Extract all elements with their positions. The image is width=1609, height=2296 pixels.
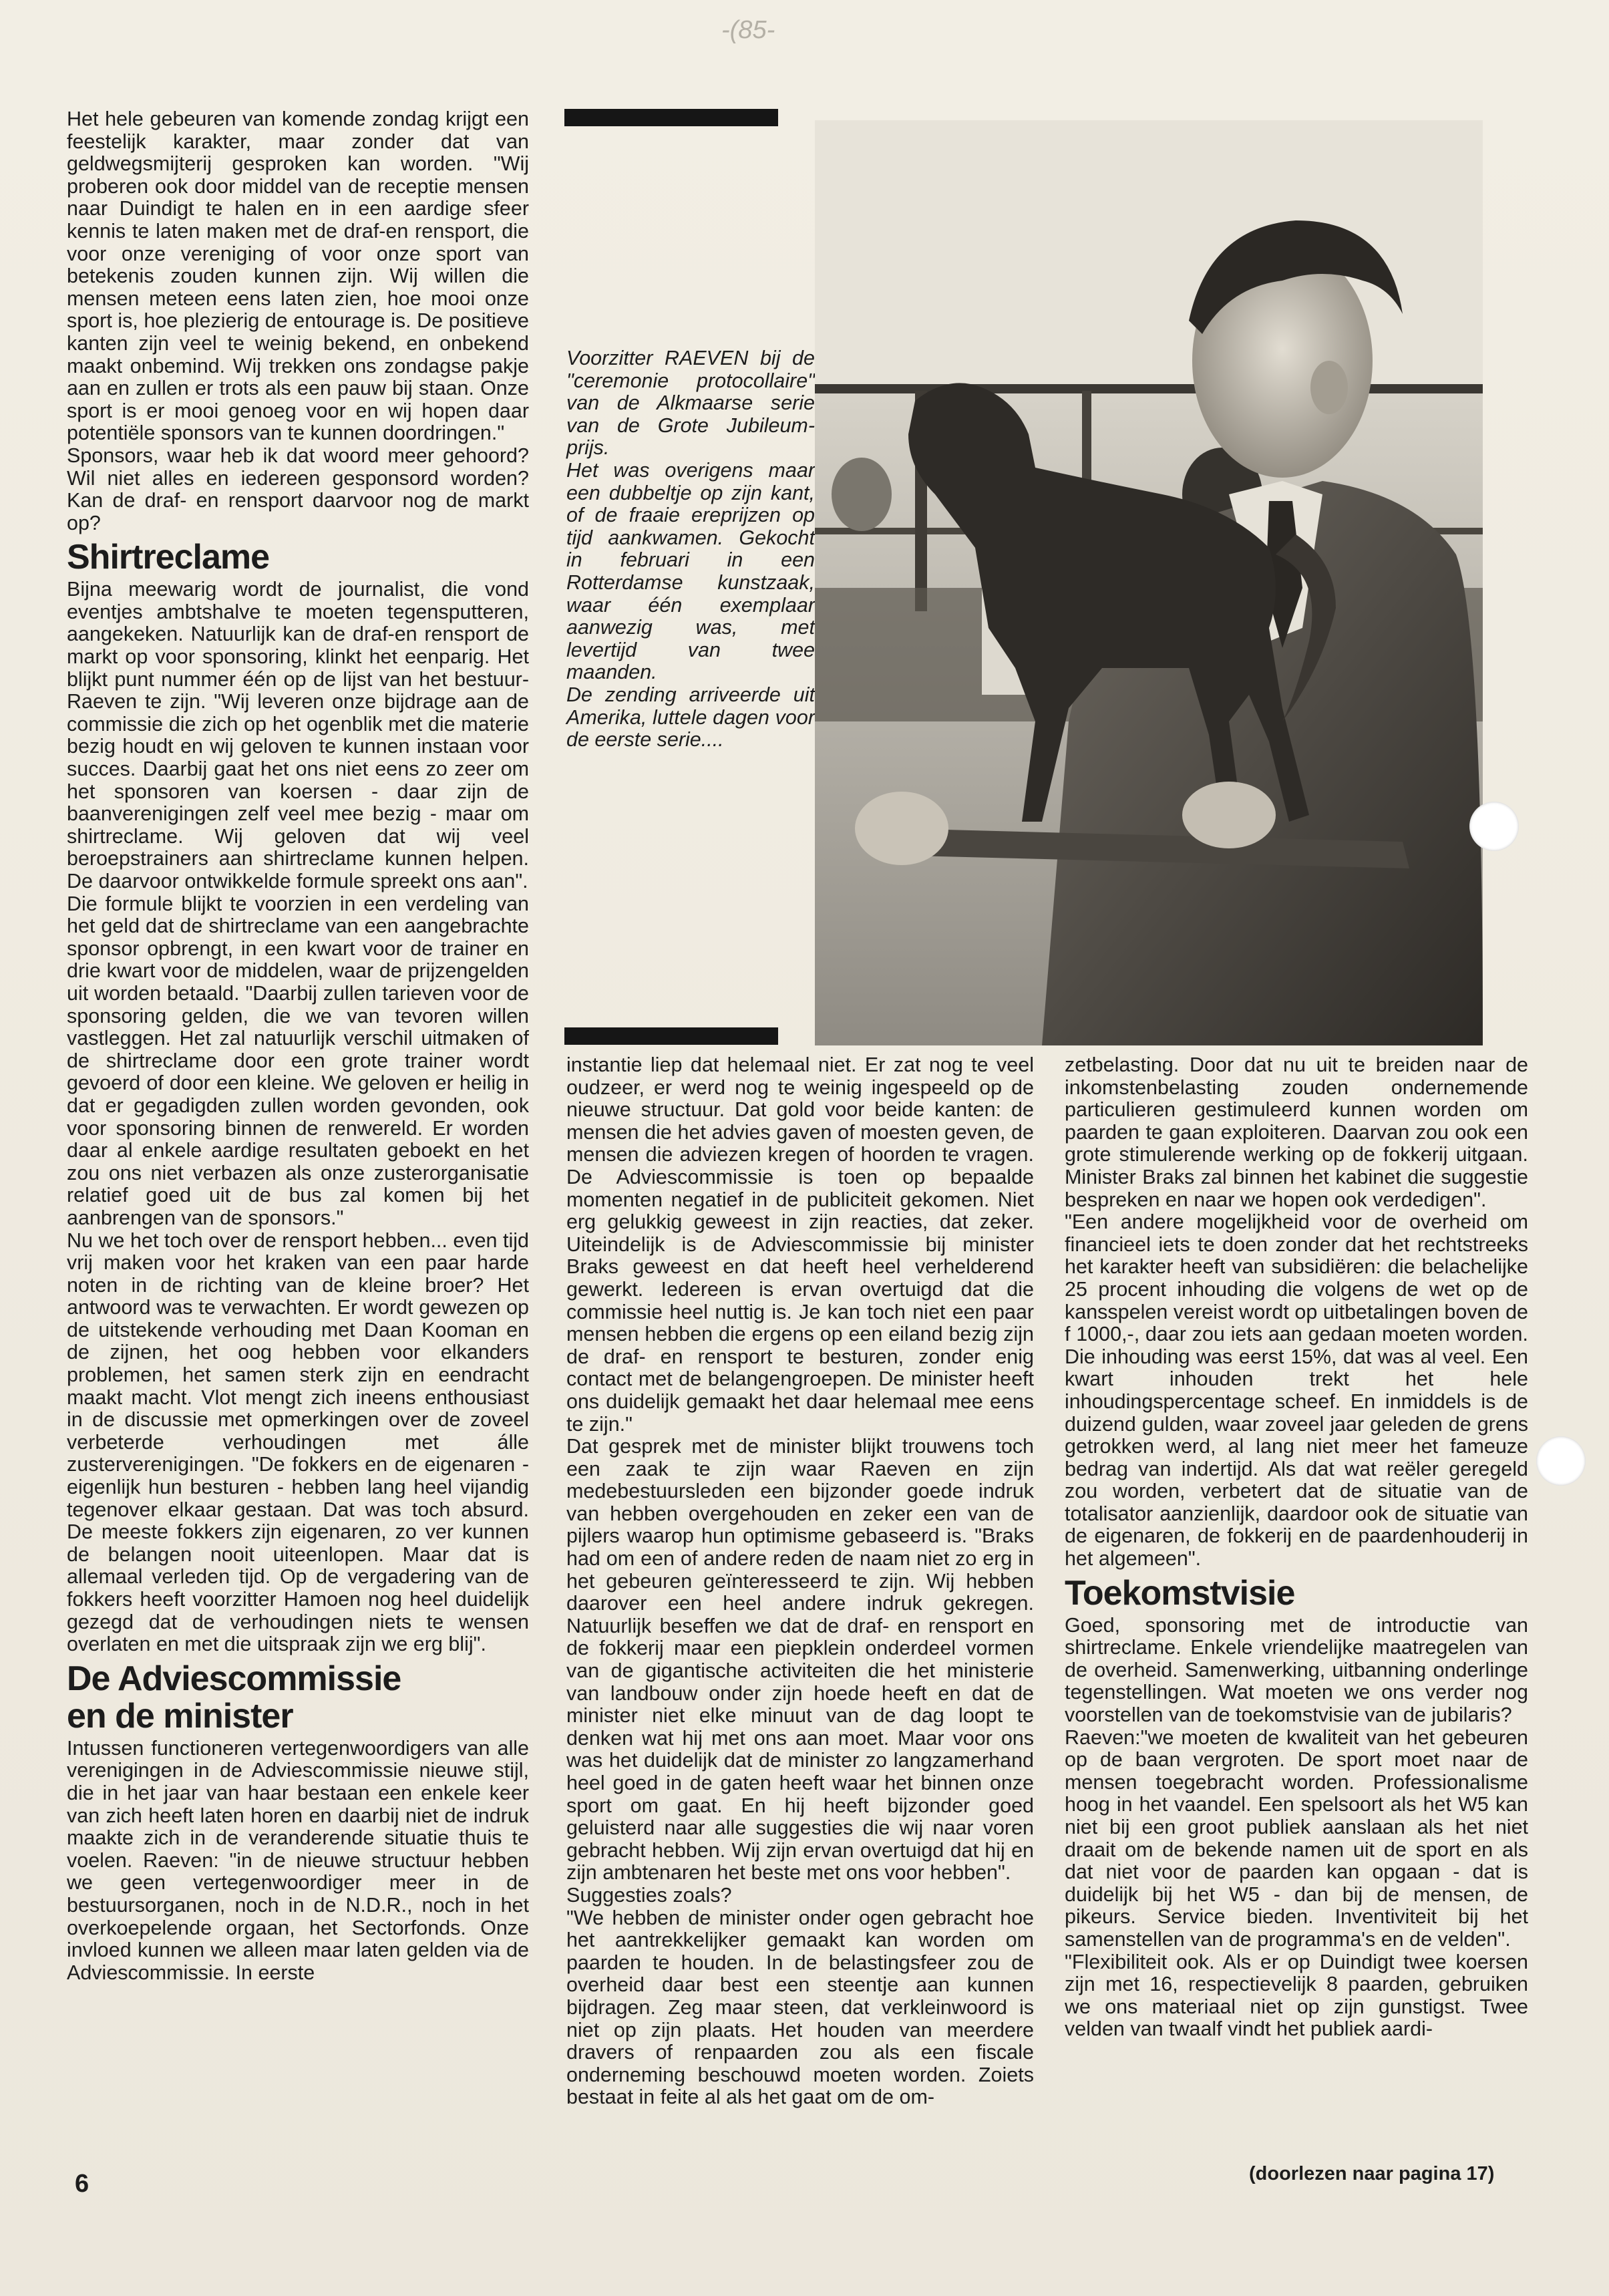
column-3 xyxy=(1065,1054,1528,2041)
paragraph: Bijna meewarig wordt de journalist, die vond eventjes ambtshalve te moeten tegensputteren, aangekeken. Natuurlijk kan de draf-en rensport de markt op voor sponsoring, klinkt het eenparig. Het blijkt punt nummer één op de lijst van het bestuur-Raeven te zijn. "Wij leveren onze bijdrage aan de commissie die zich op het ogenblik met die materie bezig houdt en wij geloven te kunnen instaan voor succes. Daarbij gaat het ons niet eens zo zeer om het sponsoren van koersen - daar zijn de baanverenigingen zelf veel mee bezig - maar om shirtreclame. Wij geloven dat wij veel beroepstrainers aan shirtreclame kunnen helpen. De daarvoor ontwikkelde formule spreekt ons aan". xyxy=(67,578,529,892)
paragraph: Goed, sponsoring met de introductie van shirtreclame. Enkele vriendelijke maatregelen van de overheid. Samenwerking, uitbanning onderlinge tegenstellingen. Wat moeten we ons verder nog voorstellen van de toekomstvisie van de jubilaris? xyxy=(1065,1613,1528,1727)
paragraph: Sponsors, waar heb ik dat woord meer gehoord? Wil niet alles en iedereen gesponsord worden? Kan de draf- en rensport daarvoor nog de markt op? xyxy=(67,444,529,534)
photo-caption xyxy=(566,347,815,752)
heading-line: De Adviescommissie xyxy=(67,1659,401,1698)
paragraph: Dat gesprek met de minister blijkt trouwens toch een zaak te zijn waar Raeven en zijn medebestuursleden een bijzonder goede indruk van hebben overgehouden en zeker een van de pijlers waarop hun optimisme gebaseerd is. "Braks had om een of andere reden de naam niet zo erg in het gebeuren geïnteresseerd te zijn. Wij hebben daarover een heel andere indruk gekregen. Natuurlijk beseffen we dat de draf- en rensport en de fokkerij maar een piepklein onderdeel vormen van de gigantische activiteiten die het ministerie van landbouw onder zijn hoede heeft en dat de minister niet elke minuut van de dag loopt te denken wat hij met ons aan moet. Maar voor ons was het duidelijk dat de minister zo langzamerhand heel goed in de gaten heeft waar het binnen onze sport om gaat. En hij heeft bijzonder goed geluisterd naar alle suggesties die wij naar voren gebracht hebben. Wij zijn ervan overtuigd dat hij en zijn ambtenaren het beste met ons voor hebben". xyxy=(566,1435,1034,1884)
punch-hole xyxy=(1536,1436,1586,1486)
paragraph: Nu we het toch over de rensport hebben... even tijd vrij maken voor het kraken van een paar harde noten in de richting van de kleine broer? Het antwoord was te verwachten. Er wordt gewezen op de uitstekende verhouding met Daan Kooman en de zijnen, het oog hebben voor elkanders problemen, het samen sterk zijn en eendracht maakt macht. Vlot mengt zich ineens enthousiast in de discussie met opmerkingen over de zoveel verbeterde verhoudingen met álle zusterverenigingen. "De fokkers en de eigenaren - eigenlijk hun besturen - hebben lang heel vijandig tegenover elkaar gestaan. Dat was toch absurd. De meeste fokkers zijn eigenaren, zo ver kunnen de belangen nooit uiteenlopen. Maar dat is allemaal verleden tijd. Op de vergadering van de fokkers heeft voorzitter Hamoen nog heel duidelijk gezegd dat de verhoudingen niets te wensen overlaten en met die uitspraak zijn we erg blij". xyxy=(67,1228,529,1656)
top-rule xyxy=(564,109,778,126)
column-2 xyxy=(566,1054,1034,2109)
paragraph: instantie liep dat helemaal niet. Er zat nog te veel oudzeer, er werd nog te weinig ingespeeld op de nieuwe structuur. Dat gold voor beide kanten: de mensen die het advies gaven of moesten geven, de mensen die adviezen kregen of hoorden te vragen. De Adviescommissie is toen op bepaalde momenten negatief in de publiciteit gekomen. Niet erg gelukkig geweest in zijn reacties, dat zeker. Uiteindelijk is de Adviescommissie bij minister Braks geweest en dat heeft heel verhelderend gewerkt. Iedereen is ervan overtuigd dat die commissie heel nuttig is. Je kan toch niet een paar mensen hebben die ergens op een eiland bezig zijn de draf- en rensport te besturen, zonder enig contact met de belangengroepen. De minister heeft ons duidelijk gemaakt het daar helemaal mee eens te zijn." xyxy=(566,1053,1034,1436)
heading-line: en de minister xyxy=(67,1696,293,1736)
page-number: 6 xyxy=(75,2170,90,2198)
pencil-note: -(85- xyxy=(721,16,775,44)
paragraph: zetbelasting. Door dat nu uit te breiden naar de inkomstenbelasting zouden ondernemende particulieren gestimuleerd kunnen worden om paarden te gaan exploiteren. Daarvan zou ook een grote stimulerende werking op de fokkerij uitgaan. Minister Braks zal binnen het kabinet die suggestie bespreken en naar we hopen ook verdedigen". xyxy=(1065,1053,1528,1211)
caption-paragraph: De zending arriveerde uit Amerika, luttele dagen voor de eerste serie.... xyxy=(566,683,815,752)
punch-hole xyxy=(1469,802,1519,851)
caption-paragraph: Voorzitter RAEVEN bij de "ceremonie protocollaire" van de Alkmaarse serie van de Grote Jubileum-prijs. xyxy=(566,347,815,460)
paragraph: "We hebben de minister onder ogen gebracht hoe het aantrekkelijker gemaakt kan worden om paarden te houden. In de belastingsfeer zou de overheid daar best een steentje aan kunnen bijdragen. Zeg maar steen, dat verkleinwoord is niet op zijn plaats. Het houden van meerdere dravers of renpaarden zou als een fiscale onderneming beschouwd moeten worden. Zoiets bestaat in feite al als het gaat om de om- xyxy=(566,1906,1034,2109)
heading-shirtreclame: Shirtreclame xyxy=(67,538,270,577)
caption-paragraph: Het was overigens maar een dubbeltje op zijn kant, of de fraaie ereprijzen op tijd aankwamen. Gekocht in februari in een Rotterdamse kunstzaak, waar één exemplaar aanwezig was, met levertijd van twee maanden. xyxy=(566,458,815,684)
column-1 xyxy=(67,108,529,1984)
paragraph: Het hele gebeuren van komende zondag krijgt een feestelijk karakter, maar zonder dat van geldwegsmijterij gesproken kan worden. "Wij proberen ook door middel van de receptie mensen naar Duindigt te halen en in een aardige sfeer kennis te laten maken met de draf-en rensport, die voor onze vereniging of voor onze sport van betekenis zouden kunnen zijn. Wij willen die mensen meteen eens laten zien, hoe mooi onze sport is, hoe plezierig de entourage is. De positieve kanten zijn veel te weinig bekend, en onbekend maakt onbemind. Wij trekken ons zondagse pakje aan en zullen er trots als een pauw bij staan. Onze sport is er mooi genoeg voor en wij hopen daar potentiële sponsors van te kunnen doordringen." xyxy=(67,108,529,445)
middle-rule xyxy=(564,1027,778,1045)
paragraph: Die formule blijkt te voorzien in een verdeling van het geld dat de shirtreclame van een aangebrachte sponsor opbrengt, in een kwart voor de trainer en drie kwart voor de middelen, waar de prijzengelden uit worden betaald. "Daarbij zullen tarieven voor de sponsoring gelden, die we van tevoren willen vastleggen. Het zal natuurlijk verschil uitmaken of de shirtreclame door een grote trainer wordt gevoerd of door een kleine. We geloven er heilig in dat er gegadigden zullen worden gevonden, ook voor sponsoring binnen de renwereld. Er worden daar al enkele aardige resultaten geboekt en het zou ons niet verbazen als onze zusterorganisatie relatief goed uit de bus zal komen bij het aanbrengen van de sponsors." xyxy=(67,892,529,1229)
photo-chairman-with-horse-trophy xyxy=(815,120,1483,1045)
paragraph: Suggesties zoals? xyxy=(566,1883,732,1907)
continued-note: (doorlezen naar pagina 17) xyxy=(1249,2163,1495,2184)
paragraph: "Een andere mogelijkheid voor de overheid om financieel iets te doen zonder dat het rechtstreeks het karakter heeft van subsidiëren: die belachelijke 25 procent inhouding die volgens de wet op de kansspelen vereist wordt op uitbetalingen boven de f 1000,-, daar zou iets aan gedaan moeten worden. Die inhouding was eerst 15%, dat was al veel. Een kwart inhouden trekt het hele inhoudingspercentage scheef. En inmiddels is de duizend gulden, waar zoveel jaar geleden de grens getrokken werd, al lang niet meer het fameuze bedrag van indertijd. Als dat wat reëler geregeld zou worden, verbetert dat de situatie van de totalisator aanzienlijk, daardoor ook de situatie van de eigenaren, de fokkerij en de paardenhouderij in het algemeen". xyxy=(1065,1210,1528,1571)
paragraph: "Flexibiliteit ook. Als er op Duindigt twee koersen zijn met 16, respectievelijk 8 paarden, gebruiken we ons materiaal niet op zijn gunstigst. Twee velden van twaalf vindt het publiek aardi- xyxy=(1065,1950,1528,2041)
paragraph: Raeven:"we moeten de kwaliteit van het gebeuren op de baan vergroten. De sport moet naar de mensen toegebracht worden. Professionalisme hoog in het vaandel. Een spelsoort als het W5 kan niet bij een groot publiek aanslaan als het niet draait om de bekende namen uit de sport en als dat niet voor de paarden kan opgaan - dat is duidelijk bij het W5 - dan bij de mensen, de pikeurs. Service bieden. Inventiviteit bij het samenstellen van de programma's en de velden". xyxy=(1065,1726,1528,1951)
heading-toekomstvisie: Toekomstvisie xyxy=(1065,1573,1295,1613)
heading-adviescommissie xyxy=(67,1660,529,1735)
paragraph: Intussen functioneren vertegenwoordigers van alle verenigingen in de Adviescommissie nieuwe stijl, die in het jaar van haar bestaan een enkele keer van zich heeft laten horen en daarbij niet de indruk maakte zich in de veranderende situatie thuis te voelen. Raeven: "in de nieuwe structuur hebben we geen vertegenwoordiger meer in de bestuursorganen, noch in de N.D.R., noch in het overkoepelende orgaan, het Sectorfonds. Onze invloed kunnen we alleen maar laten gelden via de Adviescommissie. In eerste xyxy=(67,1736,529,1984)
